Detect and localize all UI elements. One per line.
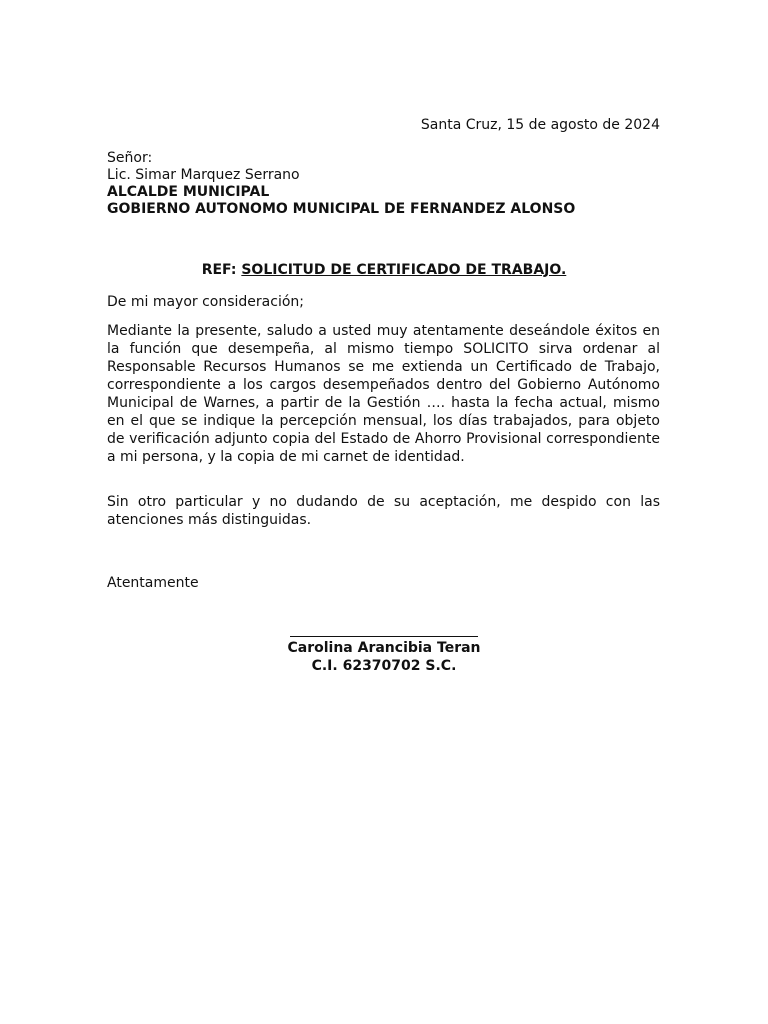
date-line: Santa Cruz, 15 de agosto de 2024 — [420, 117, 660, 133]
greeting: De mi mayor consideración; — [107, 294, 304, 310]
signature-id: C.I. 62370702 S.C. — [311, 658, 457, 674]
recipient-block — [107, 150, 575, 218]
recipient-salutation: Señor: — [107, 150, 153, 166]
recipient-position: ALCALDE MUNICIPAL — [107, 184, 270, 200]
recipient-name: Lic. Simar Marquez Serrano — [107, 167, 300, 183]
signature-block — [0, 620, 768, 675]
body-paragraph-2: Sin otro particular y no dudando de su aceptación, me despido con las atenciones más distinguidas. — [107, 494, 660, 528]
signature-name: Carolina Arancibia Teran — [287, 640, 481, 656]
body-paragraph-1: Mediante la presente, saludo a usted muy atentamente deseándole éxitos en la función que desempeña, al mismo tiempo SOLICITO sirva ordenar al Responsable Recursos Humanos se me extienda un Certificado de Trabajo, correspondiente a los cargos desempeñados dentro del Gobierno Autónomo Municipal de Warnes, a partir de la Gestión …. hasta la fecha actual, mismo en el que se indique la percepción mensual, los días trabajados, para objeto de verificación adjunto copia del Estado de Ahorro Provisional correspondiente a mi persona, y la copia de mi carnet de identidad. — [107, 323, 660, 465]
recipient-institution: GOBIERNO AUTONOMO MUNICIPAL DE FERNANDEZ ALONSO — [107, 201, 576, 217]
reference-line — [0, 262, 768, 278]
reference-text: SOLICITUD DE CERTIFICADO DE TRABAJO. — [241, 262, 567, 278]
closing: Atentamente — [107, 575, 199, 591]
signature-line — [290, 620, 478, 637]
reference-label: REF: — [201, 262, 237, 278]
